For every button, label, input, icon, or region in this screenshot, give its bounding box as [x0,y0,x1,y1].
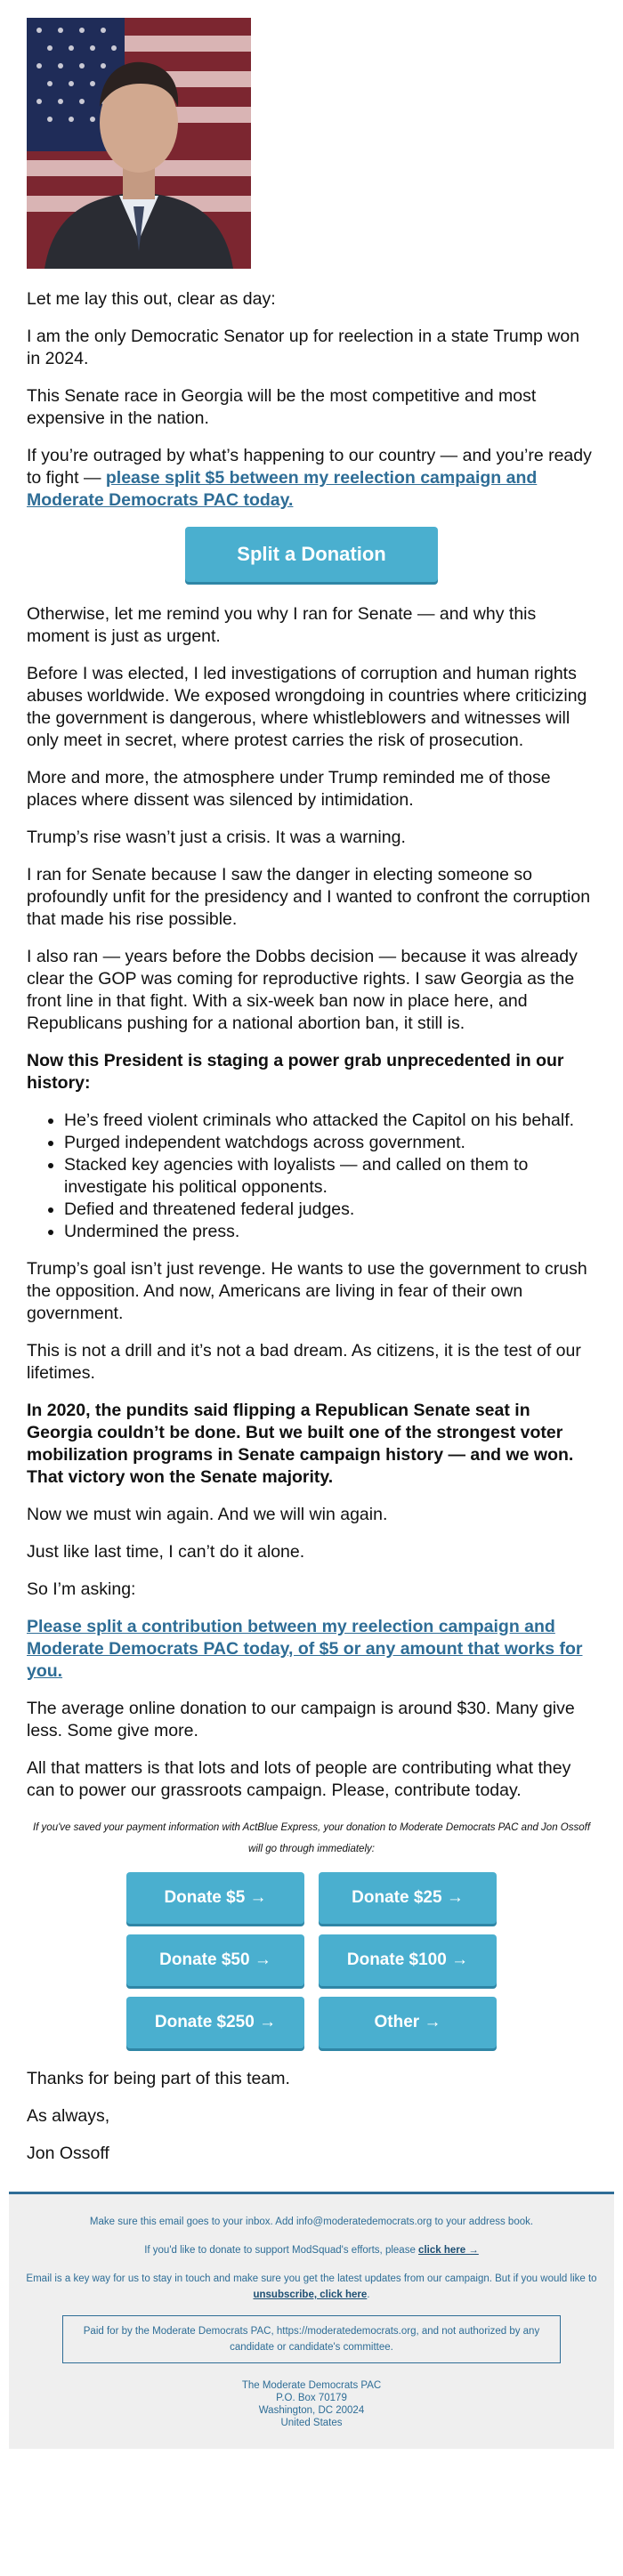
paragraph: I also ran — years before the Dobbs decision — because it was already clear the GOP was coming for reproductive rights. I saw Georgia as the front line in that fight. With a six-week ban now in place here, and Republicans pushing for a national abortion ban, it still is. [27,947,578,1033]
list-item: • Purged independent watchdogs across government. [64,1132,596,1154]
paragraph: Just like last time, I can’t do it alone. [27,1542,305,1562]
paragraph: Trump’s goal isn’t just revenge. He wants to use the government to crush the opposition. And now, Americans are living in fear of their own government. [27,1259,587,1323]
list-item: • Stacked key agencies with loyalists — and called on them to investigate his political opponents. [64,1154,596,1199]
contribution-link[interactable]: Please split a contribution between my reelection campaign and Moderate Democrats PAC today, of $5 or any amount that works for you. [27,1617,583,1681]
paragraph: Before I was elected, I led investigations of corruption and human rights abuses worldwide. We exposed wrongdoing in countries where criticizing the government is dangerous, where whistleblowers and witnesses will only meet in secret, where protest carries the risk of prosecution. [27,664,587,750]
paragraph: This is not a drill and it’s not a bad dream. As citizens, it is the test of our lifetimes. [27,1341,581,1383]
list-item: • He’s freed violent criminals who attacked the Capitol on his behalf. [64,1110,596,1132]
donate-5-button[interactable]: Donate $5 → [126,1872,304,1924]
donate-50-button[interactable]: Donate $50 → [126,1934,304,1986]
paragraph: More and more, the atmosphere under Trump reminded me of those places where dissent was silenced by intimidation. [27,768,551,810]
paragraph-with-link [27,1616,596,1683]
paragraph: Otherwise, let me remind you why I ran for Senate — and why this moment is just as urgent. [27,604,537,646]
footer-text: Email is a key way for us to stay in touch and make sure you get the latest updates from our campaign. But if you would like to [26,2273,597,2284]
candidate-portrait [27,18,251,269]
address-line: Washington, DC 20024 [258,2405,365,2416]
address-line: The Moderate Democrats PAC [241,2380,382,2391]
split-donation-button[interactable]: Split a Donation [185,527,438,582]
address-line: P.O. Box 70179 [276,2393,347,2403]
address-line: United States [280,2418,343,2428]
sign-off: As always, [27,2106,110,2126]
paragraph: This Senate race in Georgia will be the most competitive and most expensive in the nation. [27,386,537,428]
donation-button-grid [126,1872,497,2048]
footer-text: If you'd like to donate to support ModSquad's efforts, please [144,2245,419,2256]
paragraph: So I’m asking: [27,1579,136,1599]
unsubscribe-link[interactable]: unsubscribe, click here [253,2289,368,2300]
email-footer [9,2192,614,2449]
donate-25-button[interactable]: Donate $25 → [319,1872,497,1924]
paid-for-disclaimer: Paid for by the Moderate Democrats PAC, https://moderatedemocrats.org, and not authorized by any candidate or candidate's committee. [62,2315,561,2363]
paragraph: I am the only Democratic Senator up for reelection in a state Trump won in 2024. [27,327,580,368]
list-item: • Defied and threatened federal judges. [64,1199,596,1221]
intro-paragraph: Let me lay this out, clear as day: [27,289,276,309]
closing-paragraph: Thanks for being part of this team. [27,2069,290,2088]
signature-name: Jon Ossoff [27,2144,109,2163]
list-item: • Undermined the press. [64,1221,596,1243]
paragraph: Trump’s rise wasn’t just a crisis. It was a warning. [27,828,406,847]
footer-text: . [367,2289,370,2300]
donate-100-button[interactable]: Donate $100 → [319,1934,497,1986]
paragraph: The average online donation to our campaign is around $30. Many give less. Some give more. [27,1699,575,1740]
paragraph: Now we must win again. And we will win again. [27,1505,388,1524]
paragraph: I ran for Senate because I saw the danger in electing someone so profoundly unfit for the presidency and I wanted to confront the corruption that made his rise possible. [27,865,591,929]
footer-donate-note [9,2242,614,2258]
footer-unsubscribe-note [9,2271,614,2303]
grievance-list [27,1110,596,1243]
email-body [27,0,596,2165]
footer-donate-link[interactable]: click here → [418,2245,479,2256]
footer-inbox-note: Make sure this email goes to your inbox. Add info@moderatedemocrats.org to your address book. [89,2217,534,2227]
bold-paragraph: In 2020, the pundits said flipping a Republican Senate seat in Georgia couldn’t be done. But we built one of the strongest voter mobilization programs in Senate campaign history — and we won. That victory won the Senate majority. [27,1401,574,1487]
mailing-address [9,2379,614,2429]
donate-250-button[interactable]: Donate $250 → [126,1997,304,2048]
paragraph: All that matters is that lots and lots of people are contributing what they can to power our grassroots campaign. Please, contribute today. [27,1758,571,1800]
actblue-express-note: If you've saved your payment information with ActBlue Express, your donation to Moderate Democrats PAC and Jon Ossoff will go through immediately: [32,1822,591,1854]
paragraph-with-link [27,445,596,512]
split-donation-link[interactable]: please split $5 between my reelection campaign and Moderate Democrats PAC today. [27,468,538,510]
donate-other-button[interactable]: Other → [319,1997,497,2048]
paragraph-text: If you’re outraged by what’s happening to our country — and you’re ready to fight — [27,446,592,488]
bold-paragraph: Now this President is staging a power grab unprecedented in our history: [27,1051,564,1093]
